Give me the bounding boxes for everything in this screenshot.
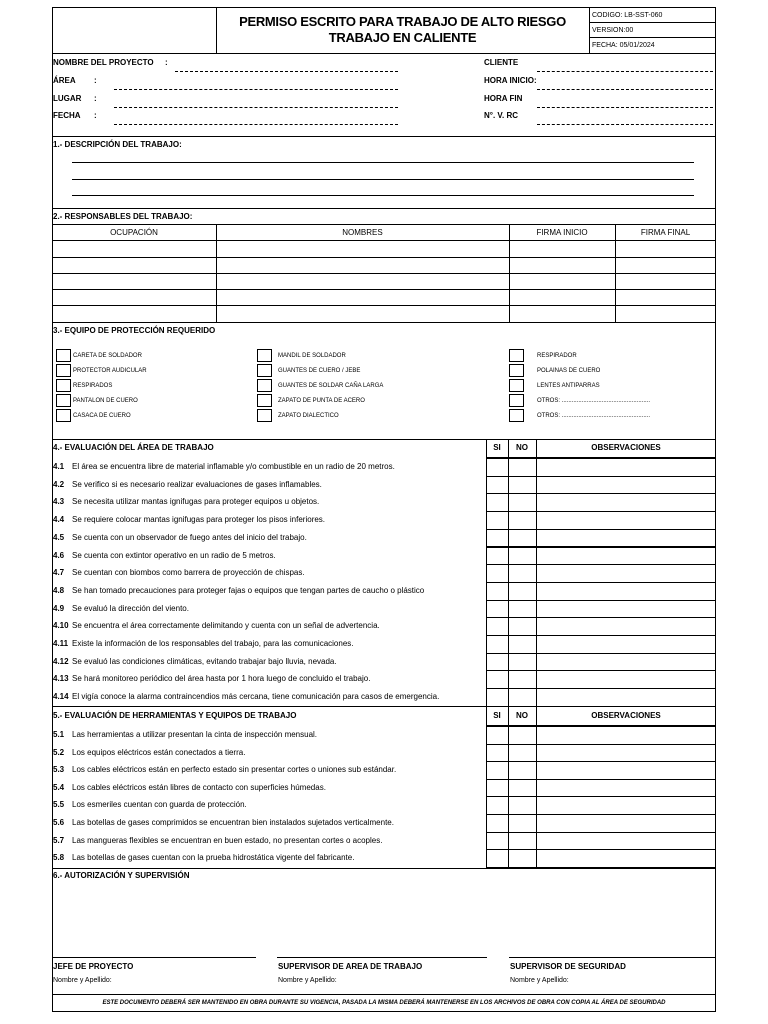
ppe-label: CARETA DE SOLDADOR [73,353,142,359]
responsibles-row-2[interactable] [52,273,716,274]
item-number: 4.14 [53,692,69,702]
ppe-checkbox[interactable] [509,394,524,407]
date-field-label: FECHA [53,111,81,120]
start-signature-header: FIRMA INICIO [536,228,588,237]
signature-title-2: SUPERVISOR DE AREA DE TRABAJO [278,962,423,971]
yes-cell[interactable] [486,617,509,636]
yes-cell[interactable] [486,600,509,619]
item-text: Se cuenta con un observador de fuego antes del inicio del trabajo. [72,532,307,542]
section4-title: 4.- EVALUACIÓN DEL ÁREA DE TRABAJO [53,443,214,452]
ppe-label: ZAPATO DIALECTICO [278,413,339,419]
responsibles-row-3[interactable] [52,289,716,290]
no-cell[interactable] [508,547,537,566]
no-cell[interactable] [508,617,537,636]
observation-cell[interactable] [536,458,716,477]
yes-cell[interactable] [486,761,509,780]
ppe-checkbox[interactable] [56,379,71,392]
observation-cell[interactable] [536,849,716,868]
section4-yes-header: SI [493,443,501,452]
item-number: 4.13 [53,674,69,684]
yes-cell[interactable] [486,547,509,566]
responsibles-header-line [52,240,716,241]
section3-title: 3.- EQUIPO DE PROTECCIÓN REQUERIDO [53,326,216,335]
item-number: 4.3 [53,497,65,507]
no-cell[interactable] [508,670,537,689]
yes-cell[interactable] [486,564,509,583]
section6-title: 6.- AUTORIZACIÓN Y SUPERVISIÓN [53,871,190,880]
footer-top-line [52,994,716,995]
section4-bottom-line [52,706,716,707]
ppe-label: ZAPATO DE PUNTA DE ACERO [278,398,365,404]
item-number: 4.8 [53,585,65,595]
observation-cell[interactable] [536,635,716,654]
responsibles-col-2 [509,224,510,322]
responsibles-row-4[interactable] [52,305,716,306]
section3-bottom-line [52,439,716,440]
observation-cell[interactable] [536,529,716,548]
start-time-field[interactable] [537,89,713,90]
item-text: Se han tomado precauciones para proteger fajas o equipos que tengan partes de caucho o plástico [72,585,425,595]
ppe-label: GUANTES DE CUERO / JEBE [278,368,361,374]
no-cell[interactable] [508,744,537,763]
header-bottom-line [52,53,716,54]
observation-cell[interactable] [536,832,716,851]
responsibles-col-3 [615,224,616,322]
yes-cell[interactable] [486,670,509,689]
code-label: CODIGO: LB-SST-060 [592,12,663,19]
item-text: El área se encuentra libre de material inflamable y/o combustible en un radio de 20 metros. [72,462,395,471]
section5-no-header: NO [516,711,528,720]
item-text: Se requiere colocar mantas ignifugas para proteger los pisos inferiores. [72,515,326,525]
ppe-label: RESPIRADOR [537,353,577,359]
ppe-checkbox[interactable] [257,364,272,377]
ppe-checkbox[interactable] [509,379,524,392]
yes-cell[interactable] [486,529,509,548]
item-number: 5.6 [53,818,65,827]
item-text: Los equipos eléctricos están conectados a tierra. [72,747,246,757]
item-text: Las mangueras flexibles se encuentran en buen estado, no presentan cortes o acoples. [72,835,383,845]
section4-no-header: NO [516,443,528,452]
section5-yes-header: SI [493,711,501,720]
title-line1: PERMISO ESCRITO PARA TRABAJO DE ALTO RIESGO [239,14,566,29]
yes-cell[interactable] [486,832,509,851]
responsibles-top-line [52,224,716,225]
yes-cell[interactable] [486,726,509,745]
yes-cell[interactable] [486,653,509,672]
client-field[interactable] [537,71,713,72]
no-cell[interactable] [508,814,537,833]
yes-cell[interactable] [486,849,509,868]
item-number: 4.10 [53,621,69,631]
observation-cell[interactable] [536,564,716,583]
item-number: 4.5 [53,532,65,542]
date-colon: : [94,111,97,120]
ppe-label: RESPIRADOS [73,383,113,389]
item-number: 4.9 [53,603,65,613]
item-number: 4.11 [53,639,69,648]
version-label: VERSION:00 [592,27,634,34]
observation-cell[interactable] [536,670,716,689]
yes-cell[interactable] [486,511,509,530]
item-text: Se evaluó la dirección del viento. [72,603,189,613]
observation-cell[interactable] [536,493,716,512]
description-line-3[interactable] [72,195,694,196]
item-text: Los cables eléctricos están libres de contacto con superficies húmedas. [72,782,326,792]
yes-cell[interactable] [486,688,509,707]
item-number: 4.1 [53,462,65,471]
item-number: 4.4 [53,515,65,525]
project-field[interactable] [175,71,398,72]
no-cell[interactable] [508,511,537,530]
item-number: 4.12 [53,656,69,666]
observation-cell[interactable] [536,779,716,798]
no-cell[interactable] [508,726,537,745]
no-cell[interactable] [508,458,537,477]
section1-title: 1.- DESCRIPCIÓN DEL TRABAJO: [53,140,182,149]
no-cell[interactable] [508,796,537,815]
start-time-label: HORA INICIO [484,76,534,85]
responsibles-col-1 [216,224,217,322]
client-label: CLIENTE [484,58,519,67]
end-time-label: HORA FIN [484,94,523,103]
observation-cell[interactable] [536,726,716,745]
yes-cell[interactable] [486,814,509,833]
item-text: El vigía conoce la alarma contraincendios más cercana, tiene comunicación para casos de emergencia. [72,692,440,702]
observation-cell[interactable] [536,653,716,672]
observation-cell[interactable] [536,761,716,780]
item-text: Las botellas de gases comprimidos se encuentran bien instalados sujetados verticalmente. [72,818,394,827]
no-cell[interactable] [508,761,537,780]
item-text: Las herramientas a utilizar presentan la cinta de inspección mensual. [72,730,318,739]
names-header: NOMBRES [342,228,383,237]
place-colon: : [94,94,97,103]
ppe-checkbox[interactable] [56,409,71,422]
yes-cell[interactable] [486,458,509,477]
ppe-label: OTROS: ..................................................... [537,398,651,404]
observation-cell[interactable] [536,511,716,530]
signature-name-2: Nombre y Apellido: [278,977,337,984]
item-text: Los cables eléctricos están en perfecto estado sin presentar cortes o uniones sub estándar. [72,765,397,775]
ppe-checkbox[interactable] [257,379,272,392]
ppe-checkbox[interactable] [509,349,524,362]
info-bottom-line [52,136,716,137]
ppe-label: PANTALON DE CUERO [73,398,138,404]
item-text: Se verifico si es necesario realizar evaluaciones de gases inflamables. [72,479,322,489]
yes-cell[interactable] [486,779,509,798]
area-colon: : [94,76,97,85]
item-text: Los esmeriles cuentan con guarda de protección. [72,800,247,810]
no-cell[interactable] [508,832,537,851]
ppe-checkbox[interactable] [56,394,71,407]
observation-cell[interactable] [536,582,716,601]
item-text: Se evaluó las condiciones climáticas, evitando trabajar bajo lluvia, nevada. [72,656,337,666]
yes-cell[interactable] [486,796,509,815]
item-text: Se cuenta con extintor operativo en un radio de 5 metros. [72,550,276,560]
observation-cell[interactable] [536,617,716,636]
section1-bottom-line [52,208,716,209]
place-field[interactable] [114,107,398,108]
no-cell[interactable] [508,635,537,654]
no-cell[interactable] [508,779,537,798]
code-divider [589,22,716,23]
no-cell[interactable] [508,653,537,672]
ppe-label: OTROS: ..................................................... [537,413,651,419]
no-cell[interactable] [508,849,537,868]
ppe-checkbox[interactable] [509,409,524,422]
yes-cell[interactable] [486,635,509,654]
number-field[interactable] [537,124,713,125]
number-label: N°. V. RC [484,111,519,120]
occupation-header: OCUPACIÓN [110,228,158,237]
footer-note: ESTE DOCUMENTO DEBERÁ SER MANTENIDO EN OBRA DURANTE SU VIGENCIA, PASADA LA MISMA DEBERÁ MANTENERSE EN LOS ARCHIVOS DE OBRA CON COPIA AL ÁREA DE SEGURIDAD [102,1000,666,1006]
section2-bottom-line [52,322,716,323]
responsibles-row-1[interactable] [52,257,716,258]
no-cell[interactable] [508,529,537,548]
project-colon: : [165,58,168,67]
item-text: Se cuentan con biombos como barrera de proyección de chispas. [72,568,305,578]
date-label: FECHA: 05/01/2024 [592,42,655,49]
end-signature-header: FIRMA FINAL [640,228,691,237]
item-number: 5.3 [53,765,65,775]
no-cell[interactable] [508,564,537,583]
item-text: Existe la información de los responsables del trabajo, para las comunicaciones. [72,639,354,648]
observation-cell[interactable] [536,476,716,495]
yes-cell[interactable] [486,582,509,601]
observation-cell[interactable] [536,688,716,707]
no-cell[interactable] [508,600,537,619]
version-divider [589,37,716,38]
item-text: Se necesita utilizar mantas ignifugas para proteger equipos u objetos. [72,497,320,507]
signature-name-3: Nombre y Apellido: [510,977,569,984]
description-line-2[interactable] [72,179,694,180]
item-number: 5.1 [53,730,65,739]
signature-line-3[interactable] [509,957,716,958]
observation-cell[interactable] [536,814,716,833]
description-line-1[interactable] [72,162,694,163]
observation-cell[interactable] [536,600,716,619]
start-time-colon: : [534,76,537,85]
signature-title-3: SUPERVISOR DE SEGURIDAD [510,962,626,971]
item-number: 5.7 [53,835,65,845]
header-divider-right [589,7,590,53]
yes-cell[interactable] [486,476,509,495]
header-divider-left [216,7,217,53]
end-time-field[interactable] [537,107,713,108]
yes-cell[interactable] [486,493,509,512]
item-number: 5.2 [53,747,65,757]
ppe-label: LENTES ANTIPARRAS [537,383,600,389]
section5-observations-header: OBSERVACIONES [591,711,661,720]
ppe-label: CASACA DE CUERO [73,413,131,419]
ppe-label: GUANTES DE SOLDAR CAÑA LARGA [278,383,384,389]
item-text: Las botellas de gases cuentan con la prueba hidrostática vigente del fabricante. [72,853,355,863]
ppe-checkbox[interactable] [257,394,272,407]
no-cell[interactable] [508,493,537,512]
place-label: LUGAR [53,94,82,103]
ppe-checkbox[interactable] [509,364,524,377]
no-cell[interactable] [508,476,537,495]
date-field[interactable] [114,124,398,125]
item-number: 4.7 [53,568,65,578]
item-number: 4.2 [53,479,65,489]
section5-title: 5.- EVALUACIÓN DE HERRAMIENTAS Y EQUIPOS DE TRABAJO [53,711,297,720]
ppe-label: PROTECTOR AUDICULAR [73,368,147,374]
ppe-label: POLAINAS DE CUERO [537,368,601,374]
yes-cell[interactable] [486,744,509,763]
section5-bottom-line [52,868,716,869]
no-cell[interactable] [508,688,537,707]
item-number: 5.4 [53,782,65,792]
observation-cell[interactable] [536,547,716,566]
item-text: Se encuentra el área correctamente delimitando y cuenta con un señal de advertencia. [72,621,380,631]
ppe-checkbox[interactable] [56,349,71,362]
signature-line-2[interactable] [277,957,487,958]
ppe-checkbox[interactable] [257,349,272,362]
project-label: NOMBRE DEL PROYECTO [53,58,154,67]
section4-observations-header: OBSERVACIONES [591,443,661,452]
observation-cell[interactable] [536,796,716,815]
ppe-checkbox[interactable] [257,409,272,422]
area-field[interactable] [114,89,398,90]
signature-line-1[interactable] [52,957,256,958]
ppe-label: MANDIL DE SOLDADOR [278,353,346,359]
area-label: ÁREA [53,76,76,85]
signature-title-1: JEFE DE PROYECTO [53,962,134,971]
item-number: 5.5 [53,800,65,810]
item-number: 4.6 [53,550,65,560]
section2-title: 2.- RESPONSABLES DEL TRABAJO: [53,212,193,221]
no-cell[interactable] [508,582,537,601]
title-line2: TRABAJO EN CALIENTE [328,30,477,45]
ppe-checkbox[interactable] [56,364,71,377]
item-number: 5.8 [53,853,65,863]
observation-cell[interactable] [536,744,716,763]
signature-name-1: Nombre y Apellido: [53,977,112,984]
item-text: Se hará monitoreo periódico del área hasta por 1 hora luego de concluido el trabajo. [72,674,371,684]
